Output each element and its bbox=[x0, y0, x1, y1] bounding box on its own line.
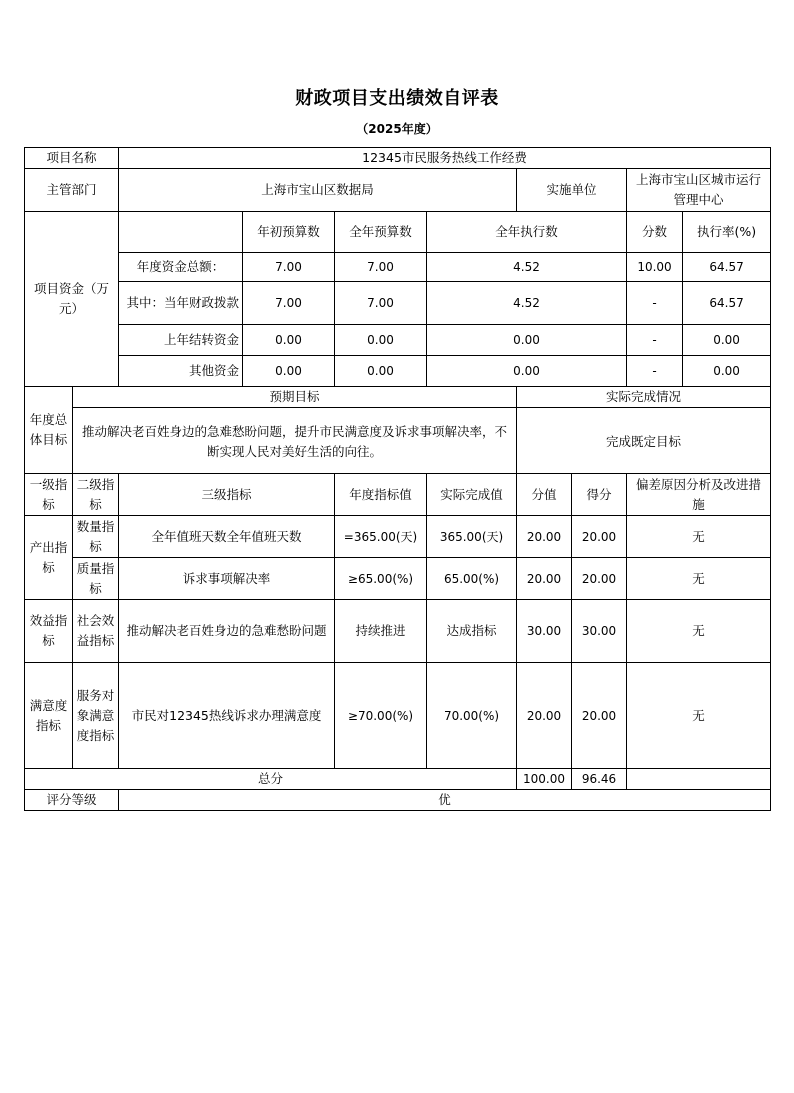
target-cell: 持续推进 bbox=[335, 600, 427, 663]
dept-label: 主管部门 bbox=[25, 169, 119, 212]
header-level2: 二级指标 bbox=[73, 474, 119, 516]
funds-cell: 0.00 bbox=[335, 356, 427, 387]
funds-cell: 4.52 bbox=[427, 282, 627, 325]
target-cell: ≥70.00(%) bbox=[335, 663, 427, 769]
header-weight: 分值 bbox=[517, 474, 572, 516]
project-name-label: 项目名称 bbox=[25, 148, 119, 169]
actual-cell: 达成指标 bbox=[427, 600, 517, 663]
funds-header-row bbox=[25, 212, 771, 253]
grade-label: 评分等级 bbox=[25, 790, 119, 811]
project-name-value: 12345市民服务热线工作经费 bbox=[119, 148, 771, 169]
funds-header-annual-budget: 全年预算数 bbox=[335, 212, 427, 253]
goals-label: 年度总体目标 bbox=[25, 387, 73, 474]
funds-cell: 0.00 bbox=[243, 325, 335, 356]
deviation-cell: 无 bbox=[627, 558, 771, 600]
weight-cell: 20.00 bbox=[517, 663, 572, 769]
total-blank bbox=[627, 769, 771, 790]
expected-goal-label: 预期目标 bbox=[73, 387, 517, 408]
weight-cell: 30.00 bbox=[517, 600, 572, 663]
grade-value: 优 bbox=[119, 790, 771, 811]
total-row bbox=[25, 769, 771, 790]
grade-row bbox=[25, 790, 771, 811]
funds-cell: 7.00 bbox=[243, 253, 335, 282]
goals-content-row bbox=[25, 408, 771, 474]
actual-completion-label: 实际完成情况 bbox=[517, 387, 771, 408]
level2-cell: 质量指标 bbox=[73, 558, 119, 600]
funds-row-label: 年度资金总额： bbox=[119, 253, 243, 282]
level3-cell: 诉求事项解决率 bbox=[119, 558, 335, 600]
level2-cell: 服务对象满意度指标 bbox=[73, 663, 119, 769]
target-cell: ≥65.00(%) bbox=[335, 558, 427, 600]
goals-header-row bbox=[25, 387, 771, 408]
indicator-row bbox=[25, 516, 771, 558]
funds-row-label: 其他资金 bbox=[119, 356, 243, 387]
header-deviation: 偏差原因分析及改进措施 bbox=[627, 474, 771, 516]
funds-label: 项目资金（万元） bbox=[25, 212, 119, 387]
level1-benefit: 效益指标 bbox=[25, 600, 73, 663]
total-weight: 100.00 bbox=[517, 769, 572, 790]
self-evaluation-table bbox=[24, 147, 771, 811]
weight-cell: 20.00 bbox=[517, 516, 572, 558]
score-cell: 20.00 bbox=[572, 558, 627, 600]
funds-cell: 64.57 bbox=[683, 253, 771, 282]
impl-unit-label: 实施单位 bbox=[517, 169, 627, 212]
funds-cell: 7.00 bbox=[335, 282, 427, 325]
deviation-cell: 无 bbox=[627, 663, 771, 769]
funds-cell: - bbox=[627, 325, 683, 356]
header-score: 得分 bbox=[572, 474, 627, 516]
total-label: 总分 bbox=[25, 769, 517, 790]
indicator-header-row bbox=[25, 474, 771, 516]
level1-satisfaction: 满意度指标 bbox=[25, 663, 73, 769]
funds-row bbox=[25, 325, 771, 356]
impl-unit-value: 上海市宝山区城市运行管理中心 bbox=[627, 169, 771, 212]
header-level1: 一级指标 bbox=[25, 474, 73, 516]
funds-cell: 0.00 bbox=[243, 356, 335, 387]
indicator-row bbox=[25, 558, 771, 600]
score-cell: 20.00 bbox=[572, 663, 627, 769]
target-cell: =365.00(天) bbox=[335, 516, 427, 558]
level3-cell: 推动解决老百姓身边的急难愁盼问题 bbox=[119, 600, 335, 663]
page-title: 财政项目支出绩效自评表 bbox=[295, 88, 499, 109]
level1-output: 产出指标 bbox=[25, 516, 73, 600]
actual-completion-text: 完成既定目标 bbox=[517, 408, 771, 474]
level2-cell: 数量指标 bbox=[73, 516, 119, 558]
actual-cell: 365.00(天) bbox=[427, 516, 517, 558]
weight-cell: 20.00 bbox=[517, 558, 572, 600]
funds-cell: 64.57 bbox=[683, 282, 771, 325]
level3-cell: 市民对12345热线诉求办理满意度 bbox=[119, 663, 335, 769]
funds-row-label: 上年结转资金 bbox=[119, 325, 243, 356]
department-row bbox=[25, 169, 771, 212]
funds-cell: 0.00 bbox=[683, 356, 771, 387]
level2-cell: 社会效益指标 bbox=[73, 600, 119, 663]
funds-cell: 0.00 bbox=[683, 325, 771, 356]
funds-header-points: 分数 bbox=[627, 212, 683, 253]
indicator-row bbox=[25, 600, 771, 663]
funds-cell: 0.00 bbox=[427, 325, 627, 356]
funds-cell: 7.00 bbox=[243, 282, 335, 325]
funds-header-blank bbox=[119, 212, 243, 253]
funds-row bbox=[25, 356, 771, 387]
deviation-cell: 无 bbox=[627, 600, 771, 663]
funds-header-exec-rate: 执行率(%) bbox=[683, 212, 771, 253]
funds-header-initial-budget: 年初预算数 bbox=[243, 212, 335, 253]
actual-cell: 65.00(%) bbox=[427, 558, 517, 600]
dept-value: 上海市宝山区数据局 bbox=[119, 169, 517, 212]
project-name-row bbox=[25, 148, 771, 169]
funds-cell: - bbox=[627, 282, 683, 325]
header-level3: 三级指标 bbox=[119, 474, 335, 516]
expected-goal-text: 推动解决老百姓身边的急难愁盼问题，提升市民满意度及诉求事项解决率，不断实现人民对美好生活的向往。 bbox=[73, 408, 517, 474]
total-score: 96.46 bbox=[572, 769, 627, 790]
score-cell: 30.00 bbox=[572, 600, 627, 663]
funds-header-executed: 全年执行数 bbox=[427, 212, 627, 253]
funds-cell: 7.00 bbox=[335, 253, 427, 282]
indicator-row bbox=[25, 663, 771, 769]
funds-cell: - bbox=[627, 356, 683, 387]
actual-cell: 70.00(%) bbox=[427, 663, 517, 769]
header-annual-target: 年度指标值 bbox=[335, 474, 427, 516]
funds-row bbox=[25, 253, 771, 282]
funds-cell: 4.52 bbox=[427, 253, 627, 282]
report-year: （2025年度） bbox=[356, 122, 438, 136]
funds-cell: 10.00 bbox=[627, 253, 683, 282]
funds-cell: 0.00 bbox=[335, 325, 427, 356]
funds-cell: 0.00 bbox=[427, 356, 627, 387]
level3-cell: 全年值班天数全年值班天数 bbox=[119, 516, 335, 558]
deviation-cell: 无 bbox=[627, 516, 771, 558]
funds-row-label: 其中：当年财政拨款 bbox=[119, 282, 243, 325]
funds-row bbox=[25, 282, 771, 325]
score-cell: 20.00 bbox=[572, 516, 627, 558]
header-actual-value: 实际完成值 bbox=[427, 474, 517, 516]
